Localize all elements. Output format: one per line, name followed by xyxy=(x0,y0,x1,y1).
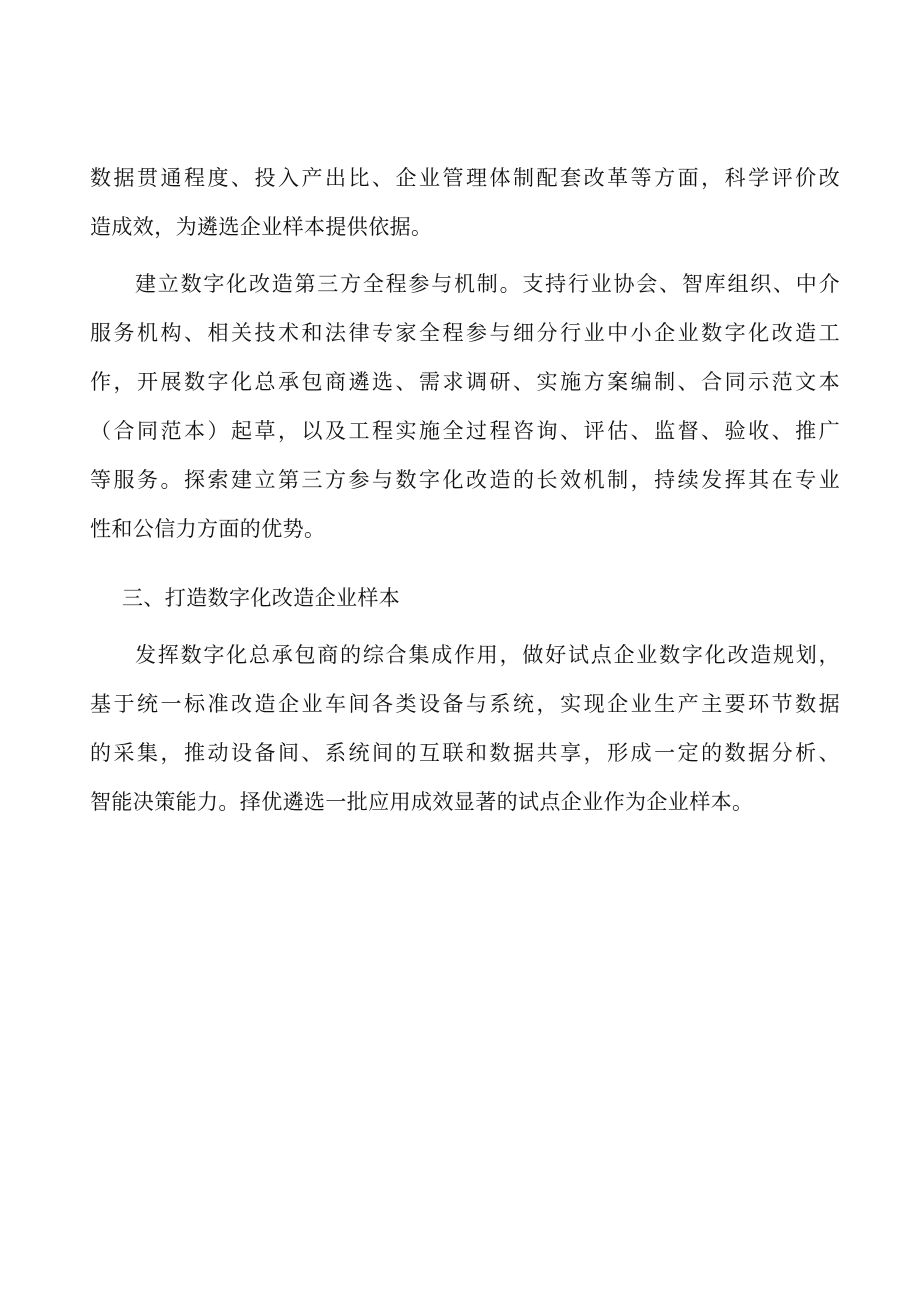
paragraph-line: 基于统一标准改造企业车间各类设备与系统，实现企业生产主要环节数据 xyxy=(90,692,840,716)
paragraph-line: 的采集，推动设备间、系统间的互联和数据共享，形成一定的数据分析、 xyxy=(90,741,840,765)
paragraph-line: 造成效，为遴选企业样本提供依据。 xyxy=(90,215,433,239)
paragraph-line: （合同范本）起草，以及工程实施全过程咨询、评估、监督、验收、推广 xyxy=(90,419,840,443)
paragraph-line: 作，开展数字化总承包商遴选、需求调研、实施方案编制、合同示范文本 xyxy=(90,370,840,394)
paragraph-enterprise-samples xyxy=(90,643,840,814)
paragraph-line: 服务机构、相关技术和法律专家全程参与细分行业中小企业数字化改造工 xyxy=(90,321,840,345)
document-page xyxy=(90,166,840,814)
paragraph-line: 性和公信力方面的优势。 xyxy=(90,517,326,541)
paragraph-line: 发挥数字化总承包商的综合集成作用，做好试点企业数字化改造规划， xyxy=(135,643,840,667)
paragraph-line: 智能决策能力。择优遴选一批应用成效显著的试点企业作为企业样本。 xyxy=(90,790,754,814)
paragraph-line: 数据贯通程度、投入产出比、企业管理体制配套改革等方面，科学评价改 xyxy=(90,166,840,190)
paragraph-continued xyxy=(90,166,840,239)
paragraph-third-party-mechanism xyxy=(90,272,840,541)
section-heading: 三、打造数字化改造企业样本 xyxy=(122,586,401,610)
paragraph-line: 等服务。探索建立第三方参与数字化改造的长效机制，持续发挥其在专业 xyxy=(90,468,840,492)
paragraph-line: 建立数字化改造第三方全程参与机制。支持行业协会、智库组织、中介 xyxy=(135,272,840,296)
